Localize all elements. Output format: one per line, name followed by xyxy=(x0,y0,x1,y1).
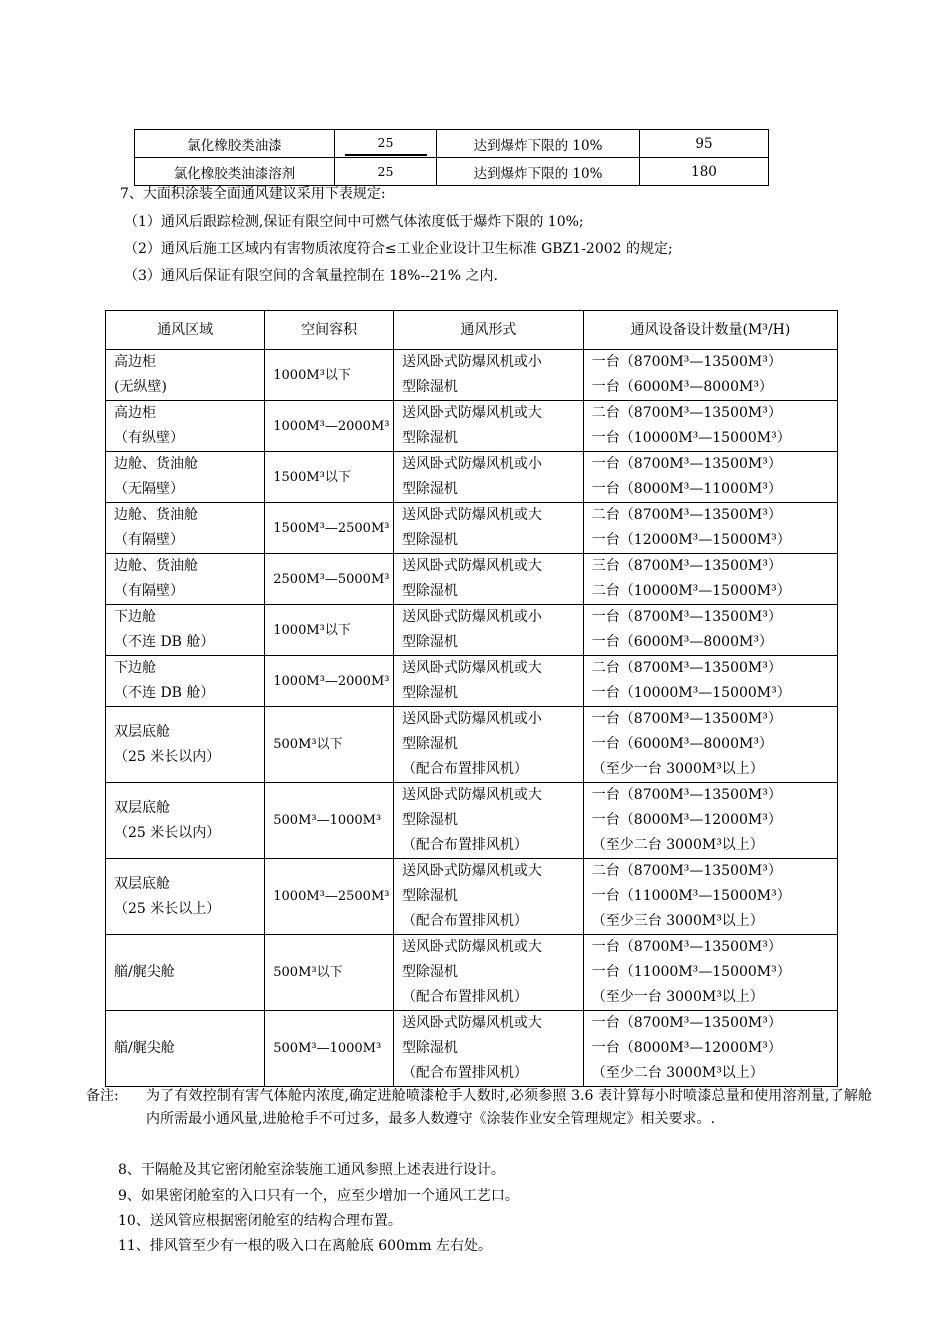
area-cell-line: 双层底舱 xyxy=(114,875,170,892)
form-cell xyxy=(393,656,583,707)
equipment-cell xyxy=(583,656,837,707)
area-cell-line: 高边柜 xyxy=(114,354,156,370)
volume-cell: 500M³—1000M³ xyxy=(265,1011,394,1087)
paint-name: 氯化橡胶类油漆溶剂 xyxy=(135,158,335,186)
form-cell-line: 型除湿机 xyxy=(401,736,458,752)
item-9: 9、如果密闭舱室的入口只有一个，应至少增加一个通风工艺口。 xyxy=(118,1188,519,1204)
table-row xyxy=(135,158,769,186)
item-11: 11、排风管至少有一根的吸入口在离舱底 600mm 左右处。 xyxy=(118,1238,492,1254)
volume-cell: 1500M³以下 xyxy=(265,452,394,503)
area-cell xyxy=(106,554,265,605)
volume-cell: 1000M³以下 xyxy=(265,605,394,656)
area-cell-line: 艏/艉尖舱 xyxy=(114,1040,175,1056)
equipment-cell-line: （至少二台 3000M³以上） xyxy=(591,837,764,853)
form-cell-line: 型除湿机 xyxy=(401,379,458,395)
equipment-cell-line: 一台（8700M³—13500M³） xyxy=(591,354,782,370)
form-cell-line: 型除湿机 xyxy=(401,812,458,828)
form-cell-line: 型除湿机 xyxy=(401,583,458,599)
area-cell-line: 艏/艉尖舱 xyxy=(114,964,175,980)
area-cell-line: （不连 DB 舱） xyxy=(114,685,215,701)
form-cell-line: 送风卧式防爆风机或小 xyxy=(401,354,542,370)
area-cell xyxy=(106,935,265,1011)
item-10: 10、送风管应根据密闭舱室的结构合理布置。 xyxy=(118,1213,402,1229)
header-volume: 空间容积 xyxy=(265,311,394,350)
table-header-row xyxy=(106,311,838,350)
area-cell-line: （有隔壁） xyxy=(114,532,184,548)
equipment-cell-line: 三台（8700M³—13500M³） xyxy=(591,558,782,574)
form-cell-line: 送风卧式防爆风机或大 xyxy=(401,558,542,574)
form-cell-line: 送风卧式防爆风机或大 xyxy=(401,863,542,879)
equipment-cell-line: （至少三台 3000M³以上） xyxy=(591,913,764,929)
equipment-cell-line: 一台（8700M³—13500M³） xyxy=(591,939,782,955)
form-cell xyxy=(393,350,583,401)
area-cell xyxy=(106,656,265,707)
equipment-cell-line: 一台（6000M³—8000M³） xyxy=(591,736,773,752)
paint-rate: 180 xyxy=(640,158,769,186)
area-cell-line: 下边舱 xyxy=(114,609,156,625)
equipment-cell xyxy=(583,554,837,605)
equipment-cell-line: 一台（8700M³—13500M³） xyxy=(591,711,782,727)
equipment-cell xyxy=(583,350,837,401)
table-row xyxy=(106,859,838,935)
form-cell-line: 送风卧式防爆风机或大 xyxy=(401,1015,542,1031)
area-cell-line: 双层底舱 xyxy=(114,723,170,740)
table-row xyxy=(106,605,838,656)
form-cell-line: （配合布置排风机） xyxy=(401,1065,528,1081)
volume-cell: 1000M³以下 xyxy=(265,350,394,401)
form-cell-line: 型除湿机 xyxy=(401,964,458,980)
area-cell xyxy=(106,1011,265,1087)
area-cell-line: (无纵壁) xyxy=(114,379,167,395)
area-cell-line: （无隔壁） xyxy=(114,481,184,497)
equipment-cell-line: 二台（8700M³—13500M³） xyxy=(591,863,782,879)
equipment-cell-line: 二台（8700M³—13500M³） xyxy=(591,507,782,523)
equipment-cell-line: 二台（8700M³—13500M³） xyxy=(591,660,782,676)
ventilation-table xyxy=(105,310,838,1087)
form-cell-line: 型除湿机 xyxy=(401,634,458,650)
paint-condition: 达到爆炸下限的 10% xyxy=(437,158,640,186)
form-cell-line: 型除湿机 xyxy=(401,430,458,446)
form-cell-line: 型除湿机 xyxy=(401,1040,458,1056)
volume-cell: 1500M³—2500M³ xyxy=(265,503,394,554)
item-8: 8、干隔舱及其它密闭舱室涂装施工通风参照上述表进行设计。 xyxy=(118,1162,505,1178)
volume-cell: 1000M³—2500M³ xyxy=(265,859,394,935)
form-cell xyxy=(393,554,583,605)
form-cell-line: 型除湿机 xyxy=(401,685,458,701)
table-row xyxy=(106,935,838,1011)
volume-cell: 1000M³—2000M³ xyxy=(265,656,394,707)
area-cell-line: 边舱、货油舱 xyxy=(114,507,198,523)
equipment-cell-line: 一台（6000M³—8000M³） xyxy=(591,634,773,650)
volume-cell: 500M³以下 xyxy=(265,935,394,1011)
paint-value: 25 xyxy=(345,132,427,156)
section-7-title: 7、大面积涂装全面通风建议采用下表规定: xyxy=(120,186,386,202)
form-cell-line: 型除湿机 xyxy=(401,888,458,904)
header-area: 通风区域 xyxy=(106,311,265,350)
table-row xyxy=(106,1011,838,1087)
area-cell xyxy=(106,401,265,452)
equipment-cell-line: 一台（10000M³—15000M³） xyxy=(591,685,791,701)
equipment-cell-line: 一台（6000M³—8000M³） xyxy=(591,379,773,395)
area-cell xyxy=(106,783,265,859)
section-7-item-3: （3）通风后保证有限空间的含氧量控制在 18%--21% 之内. xyxy=(124,268,498,284)
form-cell-line: 送风卧式防爆风机或大 xyxy=(401,660,542,676)
form-cell-line: （配合布置排风机） xyxy=(401,837,528,853)
equipment-cell-line: （至少二台 3000M³以上） xyxy=(591,1065,764,1081)
paint-condition: 达到爆炸下限的 10% xyxy=(437,130,640,158)
header-form: 通风形式 xyxy=(393,311,583,350)
area-cell-line: （25 米长以内） xyxy=(114,824,221,841)
form-cell-line: 型除湿机 xyxy=(401,532,458,548)
area-cell xyxy=(106,452,265,503)
area-cell-line: 下边舱 xyxy=(114,660,156,676)
equipment-cell-line: 一台（10000M³—15000M³） xyxy=(591,430,791,446)
area-cell-line: （不连 DB 舱） xyxy=(114,634,215,650)
area-cell-line: （有纵壁） xyxy=(114,430,184,446)
form-cell-line: （配合布置排风机） xyxy=(401,761,528,777)
form-cell xyxy=(393,783,583,859)
table-row xyxy=(106,452,838,503)
section-7-item-2: （2）通风后施工区域内有害物质浓度符合≤工业企业设计卫生标准 GBZ1-2002 的规定; xyxy=(124,241,673,257)
equipment-cell-line: 一台（11000M³—15000M³） xyxy=(591,888,791,904)
equipment-cell xyxy=(583,707,837,783)
area-cell xyxy=(106,605,265,656)
table-row xyxy=(135,130,769,158)
form-cell-line: 送风卧式防爆风机或大 xyxy=(401,787,542,803)
form-cell-line: 送风卧式防爆风机或小 xyxy=(401,609,542,625)
form-cell xyxy=(393,401,583,452)
equipment-cell-line: 二台（8700M³—13500M³） xyxy=(591,405,782,421)
form-cell xyxy=(393,935,583,1011)
form-cell-line: （配合布置排风机） xyxy=(401,989,528,1005)
equipment-cell xyxy=(583,783,837,859)
form-cell xyxy=(393,503,583,554)
equipment-cell-line: 一台（8700M³—13500M³） xyxy=(591,787,782,803)
form-cell-line: 送风卧式防爆风机或大 xyxy=(401,405,542,421)
area-cell-line: 边舱、货油舱 xyxy=(114,456,198,472)
paint-rate: 95 xyxy=(640,130,769,158)
table-row xyxy=(106,656,838,707)
equipment-cell-line: 一台（8000M³—12000M³） xyxy=(591,1040,782,1056)
equipment-cell-line: （至少一台 3000M³以上） xyxy=(591,761,764,777)
equipment-cell xyxy=(583,859,837,935)
table-row xyxy=(106,707,838,783)
form-cell xyxy=(393,707,583,783)
area-cell-line: （25 米长以上） xyxy=(114,900,221,917)
area-cell xyxy=(106,350,265,401)
equipment-cell-line: 一台（8700M³—13500M³） xyxy=(591,609,782,625)
equipment-cell xyxy=(583,452,837,503)
area-cell xyxy=(106,859,265,935)
equipment-cell-line: 一台（8000M³—11000M³） xyxy=(591,481,782,497)
area-cell-line: 高边柜 xyxy=(114,405,156,421)
remark-text: 为了有效控制有害气体舱内浓度,确定进舱喷漆枪手人数时,必须参照 3.6 表计算每小时喷漆总量和使用溶剂量,了解舱内所需最小通风量,进舱枪手不可过多，最多人数遵守《涂装作业安全管理规定》相关要求。. xyxy=(146,1088,872,1127)
equipment-cell xyxy=(583,1011,837,1087)
area-cell-line: （有隔壁） xyxy=(114,583,184,599)
table-row xyxy=(106,350,838,401)
equipment-cell-line: （至少一台 3000M³以上） xyxy=(591,989,764,1005)
table-row xyxy=(106,783,838,859)
equipment-cell-line: 一台（11000M³—15000M³） xyxy=(591,964,791,980)
area-cell xyxy=(106,707,265,783)
equipment-cell xyxy=(583,503,837,554)
equipment-cell-line: 一台（8700M³—13500M³） xyxy=(591,1015,782,1031)
equipment-cell-line: 一台（8000M³—12000M³） xyxy=(591,812,782,828)
table-row xyxy=(106,401,838,452)
equipment-cell-line: 一台（12000M³—15000M³） xyxy=(591,532,791,548)
equipment-cell xyxy=(583,935,837,1011)
equipment-cell xyxy=(583,605,837,656)
volume-cell: 500M³以下 xyxy=(265,707,394,783)
form-cell-line: 送风卧式防爆风机或小 xyxy=(401,711,542,727)
equipment-cell-line: 一台（8700M³—13500M³） xyxy=(591,456,782,472)
equipment-cell xyxy=(583,401,837,452)
form-cell-line: 送风卧式防爆风机或小 xyxy=(401,456,542,472)
volume-cell: 1000M³—2000M³ xyxy=(265,401,394,452)
area-cell-line: 双层底舱 xyxy=(114,799,170,816)
section-7-item-1: （1）通风后跟踪检测,保证有限空间中可燃气体浓度低于爆炸下限的 10%; xyxy=(124,214,584,230)
header-equipment: 通风设备设计数量(M³/H) xyxy=(583,311,837,350)
form-cell xyxy=(393,605,583,656)
area-cell-line: 边舱、货油舱 xyxy=(114,558,198,574)
solvent-table xyxy=(134,129,769,186)
volume-cell: 2500M³—5000M³ xyxy=(265,554,394,605)
table-row xyxy=(106,503,838,554)
paint-name: 氯化橡胶类油漆 xyxy=(135,130,335,158)
form-cell-line: 送风卧式防爆风机或大 xyxy=(401,939,542,955)
remark-label: 备注: xyxy=(86,1088,119,1104)
area-cell-line: （25 米长以内） xyxy=(114,748,221,765)
table-row xyxy=(106,554,838,605)
form-cell-line: 送风卧式防爆风机或大 xyxy=(401,507,542,523)
equipment-cell-line: 二台（10000M³—15000M³） xyxy=(591,583,791,599)
form-cell xyxy=(393,859,583,935)
form-cell xyxy=(393,1011,583,1087)
volume-cell: 500M³—1000M³ xyxy=(265,783,394,859)
form-cell-line: 型除湿机 xyxy=(401,481,458,497)
form-cell-line: （配合布置排风机） xyxy=(401,913,528,929)
area-cell xyxy=(106,503,265,554)
form-cell xyxy=(393,452,583,503)
paint-value: 25 xyxy=(335,158,437,186)
